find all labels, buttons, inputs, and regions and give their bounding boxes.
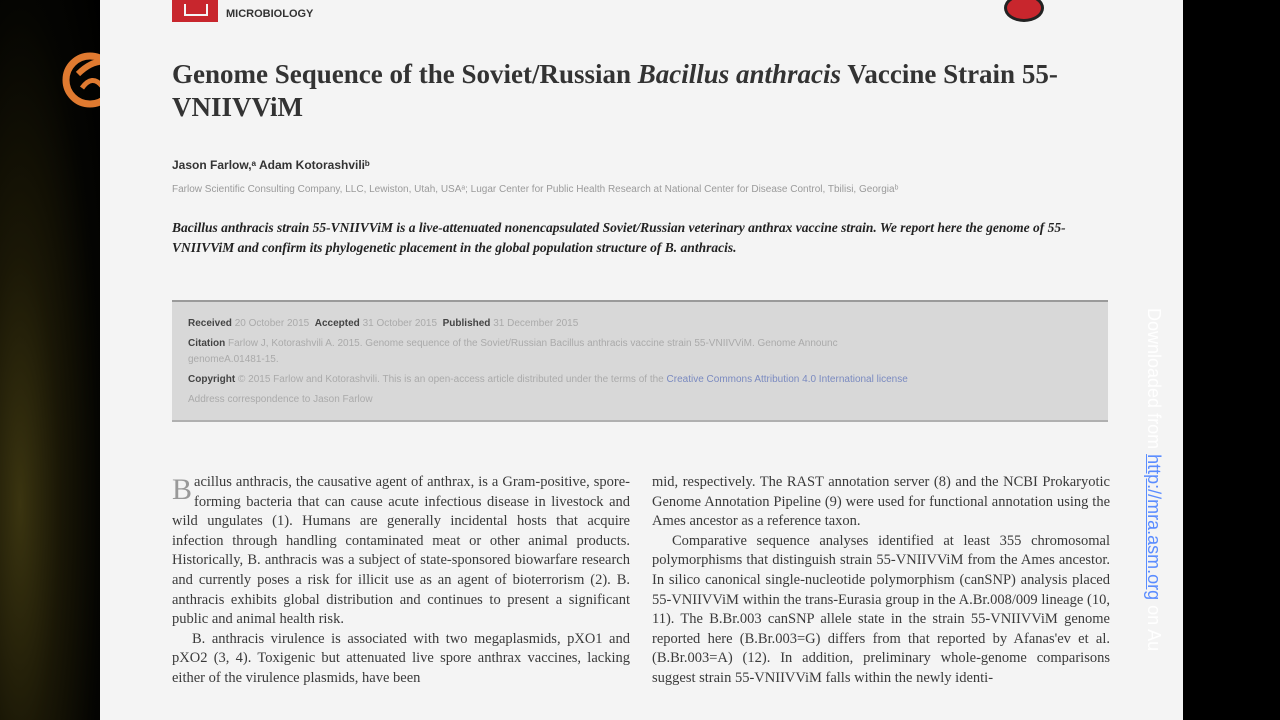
right-background xyxy=(1183,0,1280,720)
paragraph: B. anthracis virulence is associated with two megaplasmids, pXO1 and pXO2 (3, 4). Toxigenic but attenuated live spore anthrax vaccines, lacking either of the virulence plasmids, have been xyxy=(172,630,630,686)
document-page xyxy=(100,0,1183,720)
body-column-left xyxy=(172,473,630,689)
citation-row: Citation Farlow J, Kotorashvili A. 2015. Genome sequence of the Soviet/Russian Bacillus anthracis vaccine strain 55-VNIIVViM. Genome Announc xyxy=(188,338,838,349)
authors: Jason Farlow,ᵃ Adam Kotorashviliᵇ xyxy=(172,158,370,172)
article-title: Genome Sequence of the Soviet/Russian Bacillus anthracis Vaccine Strain 55-VNIIVViM xyxy=(172,59,1058,122)
paragraph: mid, respectively. The RAST annotation server (8) and the NCBI Prokaryotic Genome Annotation Pipeline (9) were used for functional annotation using the Ames ancestor as a reference taxon. xyxy=(652,474,1110,530)
affiliation: Farlow Scientific Consulting Company, LLC, Lewiston, Utah, USAᵃ; Lugar Center for Public Health Research at National Center for Disease Control, Tbilisi, Georgiaᵇ xyxy=(172,184,899,195)
paragraph: Comparative sequence analyses identified at least 355 chromosomal polymorphisms that distinguish strain 55-VNIIVViM from the Ames ancestor. In silico canonical single-nucleotide polymorphism (canSNP) analysis placed 55-VNIIVViM within the trans-Eurasia group in the A.Br.008/009 lineage (10, 11). The B.Br.003 canSNP allele state in the strain 55-VNIIVViM genome reported here (B.Br.003=G) differs from that reported by Afanas'ev et al. (B.Br.003=A) (12). In addition, preliminary whole-genome comparisons suggest strain 55-VNIIVViM falls within the newly identi- xyxy=(652,532,1110,686)
citation-box xyxy=(172,300,1108,422)
citation-row-cont: genomeA.01481-15. xyxy=(188,354,279,365)
correspondence-row: Address correspondence to Jason Farlow xyxy=(188,394,373,405)
copyright-row: Copyright © 2015 Farlow and Kotorashvili. This is an open-access article distributed under the terms of the Creative Commons Attribution 4.0 International license xyxy=(188,374,908,385)
paragraph: Bacillus anthracis, the causative agent of anthrax, is a Gram-positive, spore-forming bacteria that can cause acute infectious disease in livestock and wild ungulates (1). Humans are generally incidental hosts that acquire infection through handling contaminated meat or other animal products. Historically, B. anthracis was a subject of state-sponsored biowarfare research and currently poses a risk for illicit use as an agent of bioterrorism (2). B. anthracis exhibits global distribution and continues to present a significant public and animal health risk. xyxy=(172,473,630,628)
download-banner: Downloaded from http://mra.asm.org on Au xyxy=(1144,308,1164,652)
download-link[interactable]: http://mra.asm.org xyxy=(1144,454,1164,601)
body-column-right xyxy=(652,473,1110,689)
license-link[interactable]: Creative Commons Attribution 4.0 International license xyxy=(666,374,908,385)
asm-logo xyxy=(172,0,218,22)
journal-header xyxy=(100,0,1183,26)
badge-icon xyxy=(1004,0,1044,22)
drop-cap: B xyxy=(172,473,193,506)
abstract: Bacillus anthracis strain 55-VNIIVViM is a live-attenuated nonencapsulated Soviet/Russian veterinary anthrax vaccine strain. We report here the genome of 55-VNIIVViM and confirm its phylogenetic placement in the global population structure of B. anthracis. xyxy=(172,220,1066,255)
dates-row: Received 20 October 2015 Accepted 31 October 2015 Published 31 December 2015 xyxy=(188,318,579,329)
publisher-name: MICROBIOLOGY xyxy=(226,8,314,20)
